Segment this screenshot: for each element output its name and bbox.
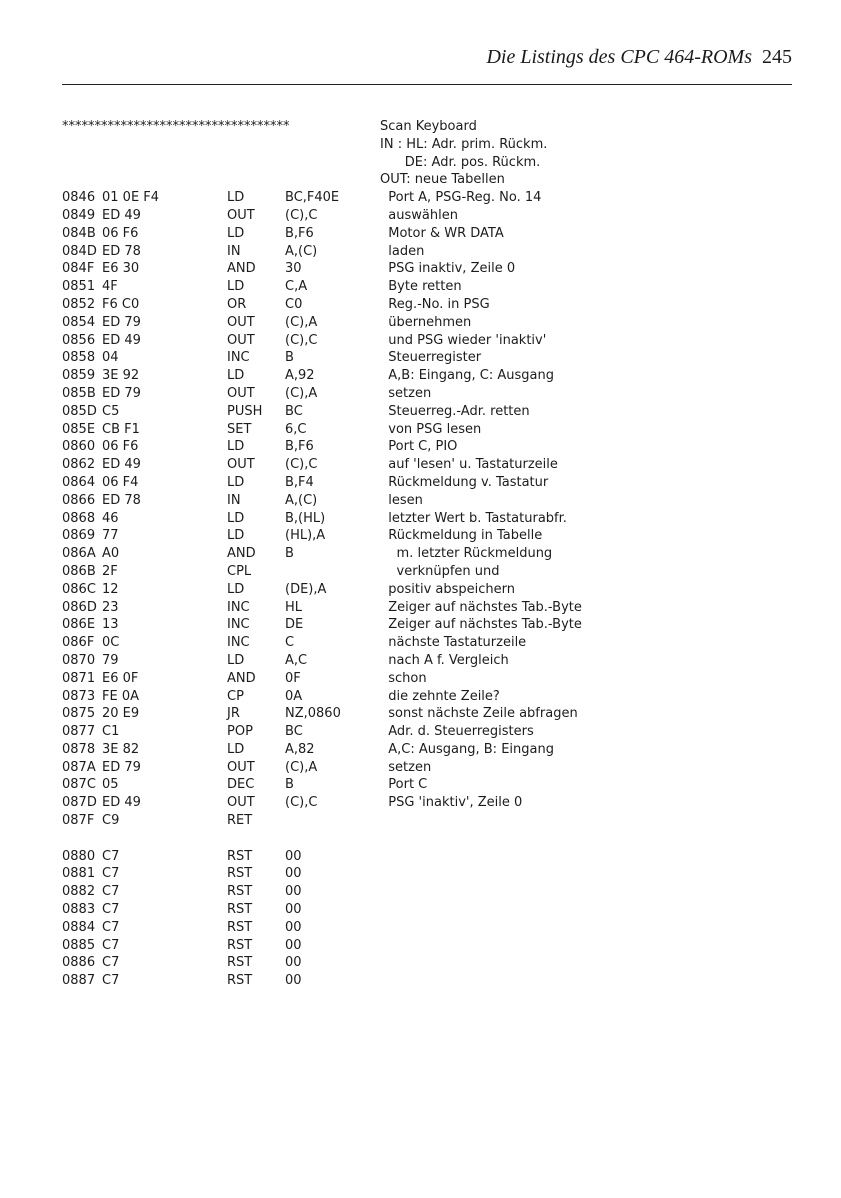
listing-row [62,741,792,759]
mnemonic-cell: LD [227,279,245,295]
comment-cell: OUT: neue Tabellen [380,172,505,188]
address-cell: 0884 [62,919,96,935]
mnemonic-cell: IN [227,492,241,508]
operand-cell: (C),C [285,795,318,811]
address-cell: 087A [62,759,96,775]
opcode-bytes-cell: 4F [102,279,118,295]
comment-cell: positiv abspeichern [380,581,515,597]
opcode-bytes-cell: 06 F6 [102,439,139,455]
mnemonic-cell: INC [227,617,250,633]
mnemonic-cell: RST [227,848,253,864]
address-cell: 086D [62,599,97,615]
listing-row [62,652,792,670]
listing-row [62,599,792,617]
listing-row [62,296,792,314]
comment-cell: von PSG lesen [380,421,482,437]
opcode-bytes-cell: C7 [102,937,120,953]
comment-cell: Adr. d. Steuerregisters [380,724,534,740]
listing-row [62,492,792,510]
address-cell: 087D [62,795,97,811]
opcode-bytes-cell: C7 [102,973,120,989]
listing-row [62,438,792,456]
opcode-bytes-cell: 2F [102,563,118,579]
comment-cell: auf 'lesen' u. Tastaturzeile [380,457,558,473]
operand-cell: (C),A [285,314,318,330]
listing-row [62,563,792,581]
opcode-bytes-cell: ED 78 [102,492,141,508]
address-cell: 0883 [62,902,96,918]
opcode-bytes-cell: ED 78 [102,243,141,259]
assembly-listing [62,118,792,990]
operand-cell: B,F6 [285,225,314,241]
address-cell: 0859 [62,368,96,384]
comment-cell: die zehnte Zeile? [380,688,500,704]
operand-cell: 00 [285,973,302,989]
comment-cell: Rückmeldung v. Tastatur [380,474,549,490]
mnemonic-cell: CPL [227,563,252,579]
mnemonic-cell: LD [227,190,245,206]
opcode-bytes-cell: 04 [102,350,119,366]
address-cell: 084B [62,225,96,241]
comment-cell: Scan Keyboard [380,119,477,134]
listing-row [62,243,792,261]
listing-row [62,474,792,492]
address-cell: 0887 [62,973,96,989]
address-cell: 085B [62,385,96,401]
opcode-bytes-cell: ED 49 [102,207,141,223]
address-cell: *********************************** [62,119,290,134]
listing-row [62,972,792,990]
opcode-bytes-cell: FE 0A [102,688,139,704]
comment-cell: nach A f. Vergleich [380,652,509,668]
listing-row [62,883,792,901]
listing-row [62,367,792,385]
operand-cell: B,(HL) [285,510,326,526]
listing-row [62,848,792,866]
page-number: 245 [762,46,792,68]
comment-cell: sonst nächste Zeile abfragen [380,706,578,722]
mnemonic-cell: OUT [227,332,255,348]
mnemonic-cell: DEC [227,777,255,793]
listing-row [62,723,792,741]
mnemonic-cell: RST [227,937,253,953]
comment-cell: Port C [380,777,428,793]
listing-row [62,278,792,296]
comment-cell: Zeiger auf nächstes Tab.-Byte [380,599,582,615]
address-cell: 084D [62,243,97,259]
mnemonic-cell: LD [227,439,245,455]
operand-cell: (DE),A [285,581,327,597]
address-cell: 0846 [62,190,96,206]
listing-row [62,954,792,972]
comment-cell: schon [380,670,427,686]
listing-row [62,545,792,563]
address-cell: 0875 [62,706,96,722]
comment-cell: Port C, PIO [380,439,458,455]
opcode-bytes-cell: 0C [102,635,120,651]
operand-cell: BC,F40E [285,190,340,206]
opcode-bytes-cell: 13 [102,617,119,633]
operand-cell: (C),C [285,332,318,348]
opcode-bytes-cell: 06 F6 [102,225,139,241]
address-cell: 0877 [62,724,96,740]
address-cell: 0868 [62,510,96,526]
comment-cell: laden [380,243,425,259]
comment-cell: Zeiger auf nächstes Tab.-Byte [380,617,582,633]
address-cell: 0866 [62,492,96,508]
comment-cell: auswählen [380,207,458,223]
address-cell: 0854 [62,314,96,330]
comment-cell: PSG 'inaktiv', Zeile 0 [380,795,523,811]
address-cell: 0860 [62,439,96,455]
opcode-bytes-cell: E6 0F [102,670,139,686]
address-cell: 0851 [62,279,96,295]
operand-cell: 00 [285,937,302,953]
comment-cell: PSG inaktiv, Zeile 0 [380,261,516,277]
operand-cell: 30 [285,261,302,277]
opcode-bytes-cell: ED 49 [102,457,141,473]
operand-cell: C0 [285,296,303,312]
address-cell: 085E [62,421,96,437]
mnemonic-cell: INC [227,635,250,651]
mnemonic-cell: OUT [227,207,255,223]
operand-cell: DE [285,617,304,633]
address-cell: 0870 [62,652,96,668]
listing-row [62,207,792,225]
address-cell: 0864 [62,474,96,490]
opcode-bytes-cell: C7 [102,866,120,882]
comment-cell: setzen [380,385,432,401]
address-cell: 085D [62,403,97,419]
listing-row [62,403,792,421]
listing-row [62,688,792,706]
listing-row [62,136,792,154]
listing-row [62,776,792,794]
comment-cell: Motor & WR DATA [380,225,504,241]
operand-cell: A,82 [285,741,315,757]
opcode-bytes-cell: 06 F4 [102,474,139,490]
listing-row [62,616,792,634]
comment-cell: und PSG wieder 'inaktiv' [380,332,547,348]
listing-row [62,510,792,528]
address-cell: 086A [62,546,96,562]
listing-row [62,670,792,688]
mnemonic-cell: RST [227,884,253,900]
opcode-bytes-cell: 79 [102,652,119,668]
mnemonic-cell: CP [227,688,244,704]
comment-cell: letzter Wert b. Tastaturabfr. [380,510,567,526]
operand-cell: 00 [285,848,302,864]
mnemonic-cell: OR [227,296,247,312]
opcode-bytes-cell: ED 49 [102,795,141,811]
listing-row [62,189,792,207]
opcode-bytes-cell: ED 79 [102,759,141,775]
mnemonic-cell: LD [227,581,245,597]
mnemonic-cell: AND [227,670,256,686]
operand-cell: B [285,546,294,562]
listing-row [62,634,792,652]
comment-cell: übernehmen [380,314,472,330]
opcode-bytes-cell: E6 30 [102,261,140,277]
mnemonic-cell: AND [227,546,256,562]
operand-cell: HL [285,599,303,615]
address-cell: 0856 [62,332,96,348]
comment-cell: Steuerregister [380,350,482,366]
address-cell: 086E [62,617,96,633]
opcode-bytes-cell: 3E 92 [102,368,140,384]
opcode-bytes-cell: CB F1 [102,421,140,437]
operand-cell: (C),A [285,759,318,775]
mnemonic-cell: RET [227,813,253,829]
operand-cell: A,(C) [285,492,318,508]
address-cell: 0886 [62,955,96,971]
listing-row [62,759,792,777]
address-cell: 0882 [62,884,96,900]
address-cell: 086B [62,563,96,579]
opcode-bytes-cell: 01 0E F4 [102,190,160,206]
listing-row [62,581,792,599]
mnemonic-cell: OUT [227,759,255,775]
mnemonic-cell: IN [227,243,241,259]
opcode-bytes-cell: 3E 82 [102,741,140,757]
opcode-bytes-cell: A0 [102,546,120,562]
comment-cell: A,C: Ausgang, B: Eingang [380,741,554,757]
operand-cell: B [285,777,294,793]
listing-row [62,456,792,474]
operand-cell: 00 [285,884,302,900]
comment-cell: nächste Tastaturzeile [380,635,527,651]
operand-cell: 00 [285,955,302,971]
comment-cell: Steuerreg.-Adr. retten [380,403,530,419]
mnemonic-cell: OUT [227,314,255,330]
address-cell: 0881 [62,866,96,882]
mnemonic-cell: RST [227,902,253,918]
address-cell: 086C [62,581,96,597]
opcode-bytes-cell: C7 [102,884,120,900]
mnemonic-cell: LD [227,510,245,526]
listing-row [62,421,792,439]
mnemonic-cell: RST [227,955,253,971]
operand-cell: B,F6 [285,439,314,455]
opcode-bytes-cell: ED 79 [102,314,141,330]
mnemonic-cell: OUT [227,385,255,401]
address-cell: 0849 [62,207,96,223]
operand-cell: BC [285,403,303,419]
operand-cell: BC [285,724,303,740]
mnemonic-cell: RST [227,919,253,935]
listing-row [62,812,792,830]
listing-row [62,171,792,189]
mnemonic-cell: LD [227,368,245,384]
page-header [62,46,792,76]
address-cell: 0869 [62,528,96,544]
comment-cell: Rückmeldung in Tabelle [380,528,543,544]
listing-spacer [62,830,792,848]
opcode-bytes-cell: 77 [102,528,119,544]
mnemonic-cell: LD [227,225,245,241]
operand-cell: A,C [285,652,308,668]
operand-cell: 0F [285,670,301,686]
operand-cell: (C),A [285,385,318,401]
address-cell: 0878 [62,741,96,757]
opcode-bytes-cell: C5 [102,403,120,419]
mnemonic-cell: RST [227,973,253,989]
listing-row [62,385,792,403]
opcode-bytes-cell: 05 [102,777,119,793]
listing-row [62,705,792,723]
listing-row [62,225,792,243]
mnemonic-cell: INC [227,350,250,366]
listing-row [62,349,792,367]
mnemonic-cell: OUT [227,795,255,811]
mnemonic-cell: OUT [227,457,255,473]
comment-cell: DE: Adr. pos. Rückm. [380,154,541,170]
opcode-bytes-cell: ED 79 [102,385,141,401]
header-rule [62,84,792,85]
operand-cell: B,F4 [285,474,314,490]
operand-cell: (C),C [285,457,318,473]
opcode-bytes-cell: C7 [102,902,120,918]
comment-cell: Port A, PSG-Reg. No. 14 [380,190,542,206]
listing-row [62,865,792,883]
address-cell: 087C [62,777,96,793]
operand-cell: A,(C) [285,243,318,259]
address-cell: 0852 [62,296,96,312]
running-title: Die Listings des CPC 464-ROMs [486,46,752,68]
opcode-bytes-cell: C1 [102,724,120,740]
operand-cell: 0A [285,688,303,704]
mnemonic-cell: AND [227,261,256,277]
comment-cell: Byte retten [380,279,462,295]
operand-cell: (HL),A [285,528,326,544]
comment-cell: lesen [380,492,423,508]
opcode-bytes-cell: ED 49 [102,332,141,348]
listing-row [62,901,792,919]
address-cell: 0885 [62,937,96,953]
listing-row [62,794,792,812]
comment-cell: verknüpfen und [380,563,500,579]
comment-cell: IN : HL: Adr. prim. Rückm. [380,136,548,152]
comment-cell: Reg.-No. in PSG [380,296,490,312]
opcode-bytes-cell: F6 C0 [102,296,140,312]
comment-cell: setzen [380,759,432,775]
mnemonic-cell: LD [227,528,245,544]
mnemonic-cell: LD [227,741,245,757]
listing-row [62,154,792,172]
mnemonic-cell: LD [227,474,245,490]
mnemonic-cell: POP [227,724,253,740]
address-cell: 086F [62,635,95,651]
address-cell: 0862 [62,457,96,473]
listing-row [62,937,792,955]
opcode-bytes-cell: 20 E9 [102,706,140,722]
mnemonic-cell: JR [227,706,240,722]
mnemonic-cell: RST [227,866,253,882]
listing-row [62,260,792,278]
mnemonic-cell: SET [227,421,252,437]
operand-cell: 6,C [285,421,307,437]
mnemonic-cell: PUSH [227,403,263,419]
opcode-bytes-cell: 46 [102,510,119,526]
mnemonic-cell: INC [227,599,250,615]
mnemonic-cell: LD [227,652,245,668]
comment-cell: m. letzter Rückmeldung [380,546,553,562]
operand-cell: 00 [285,902,302,918]
listing-row [62,314,792,332]
listing-row [62,332,792,350]
opcode-bytes-cell: C7 [102,955,120,971]
address-cell: 0858 [62,350,96,366]
address-cell: 0880 [62,848,96,864]
opcode-bytes-cell: C9 [102,813,120,829]
operand-cell: A,92 [285,368,315,384]
listing-row [62,527,792,545]
operand-cell: NZ,0860 [285,706,341,722]
operand-cell: (C),C [285,207,318,223]
comment-cell: A,B: Eingang, C: Ausgang [380,368,554,384]
operand-cell: C,A [285,279,308,295]
operand-cell: C [285,635,295,651]
operand-cell: 00 [285,919,302,935]
opcode-bytes-cell: C7 [102,848,120,864]
address-cell: 087F [62,813,95,829]
operand-cell: B [285,350,294,366]
listing-row [62,118,792,136]
opcode-bytes-cell: C7 [102,919,120,935]
opcode-bytes-cell: 12 [102,581,119,597]
opcode-bytes-cell: 23 [102,599,119,615]
address-cell: 0871 [62,670,96,686]
listing-row [62,919,792,937]
operand-cell: 00 [285,866,302,882]
address-cell: 084F [62,261,95,277]
address-cell: 0873 [62,688,96,704]
